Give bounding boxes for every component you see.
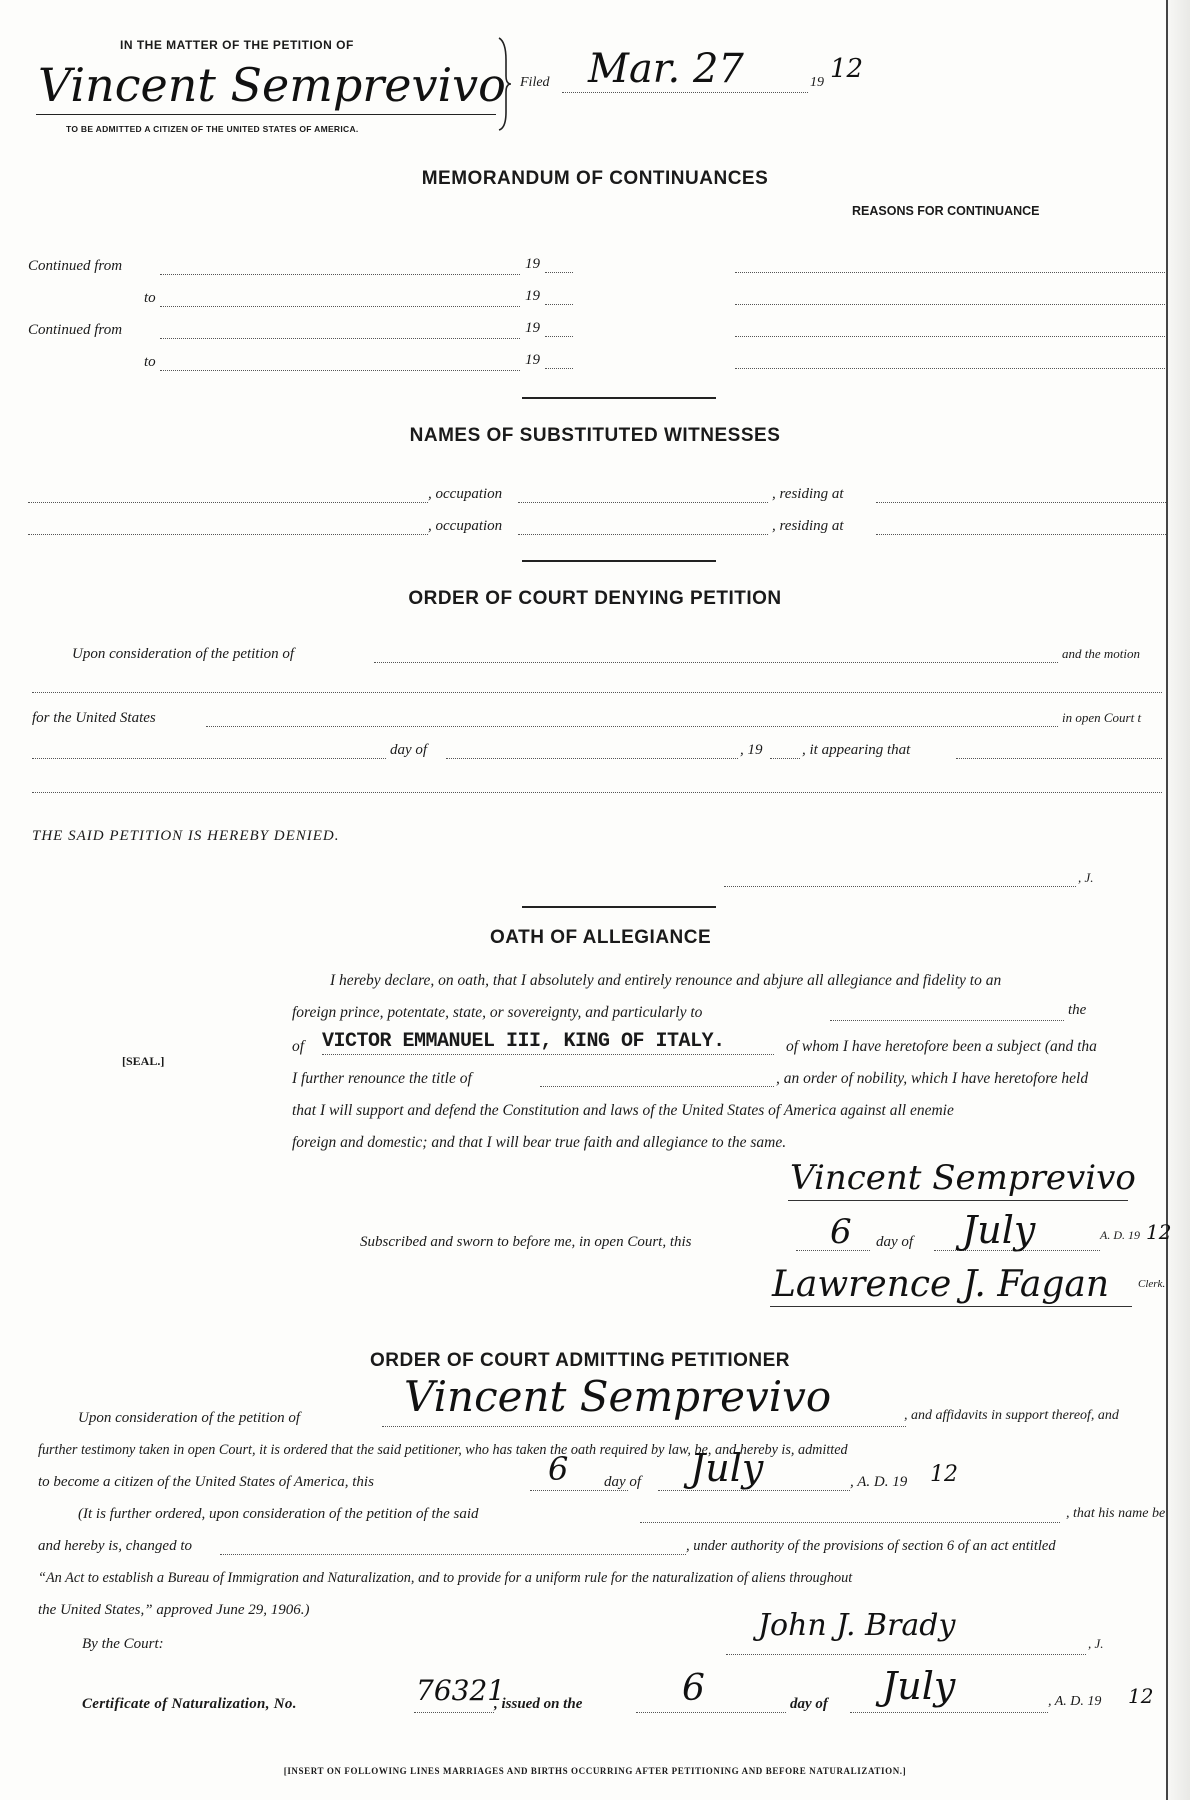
continued-to-line-2 [160,356,520,371]
witness-name-line-1 [28,488,428,503]
admitting-line1a: Upon consideration of the petition of [78,1410,301,1426]
continued-year-3: 19 [525,320,540,336]
continued-year-line-1 [545,258,573,273]
petitioner-signature: Vincent Semprevivo [790,1158,1136,1198]
subscribed-month-value: July [962,1208,1036,1252]
admitting-line2: further testimony taken in open Court, it is ordered that the said petitioner, who has taken the oath required by law, be, and hereby is, admitted [38,1442,848,1458]
subscribed-year-value: 12 [1146,1220,1172,1244]
oath-line-1: I hereby declare, on oath, that I absolutely and entirely renounce and abjure all allegiance and fidelity to an [330,972,1002,989]
certificate-label: Certificate of Naturalization, No. [82,1696,297,1712]
oath-sovereignty-line [830,1006,1064,1021]
witness-occupation-line-1 [518,488,768,503]
subscribed-ad-label: A. D. 19 [1100,1228,1140,1242]
admitting-day-value: 6 [548,1450,569,1488]
oath-sovereign-line [322,1040,774,1055]
admitting-line4a: (It is further ordered, upon consideration of the petition of the said [78,1506,479,1522]
witness-occupation-label-1: , occupation [428,486,503,502]
signature-line [788,1200,1128,1201]
denying-blank-line-2 [32,778,1162,793]
denying-day-of-label: day of [390,742,428,758]
certificate-issued-label: , issued on the [494,1696,583,1712]
continued-from-line-1 [160,260,520,275]
continued-year-line-4 [545,354,573,369]
witness-occupation-label-2: , occupation [428,518,503,534]
denying-petitioner-line [374,648,1058,663]
denying-judge-line [724,872,1076,887]
filed-label: Filed [520,75,550,90]
admitting-day-of-label: day of [604,1474,642,1490]
oath-line-3-of: of [292,1038,305,1055]
petitioner-name-handwritten: Vincent Semprevivo [38,58,506,112]
certificate-day-of-label: day of [790,1696,828,1712]
oath-line-5: that I will support and defend the Constitution and laws of the United States of America against all enemie [292,1102,954,1119]
admitted-citizen-label: TO BE ADMITTED A CITIZEN OF THE UNITED STATES OF AMERICA. [66,124,359,134]
witness-residing-label-1: , residing at [772,486,844,502]
matter-of-label: IN THE MATTER OF THE PETITION OF [120,38,354,52]
denying-blank-line-1 [32,678,1162,693]
admitting-line1b: , and affidavits in support thereof, and [904,1408,1119,1423]
page-edge [1166,0,1190,1800]
denying-line1-label: Upon consideration of the petition of [72,646,295,662]
reasons-header: REASONS FOR CONTINUANCE [852,204,1040,218]
admitting-changed-line [220,1540,686,1555]
admitting-ad-label: , A. D. 19 [850,1474,908,1490]
certificate-year-value: 12 [1128,1684,1154,1708]
seal-label: [SEAL.] [122,1054,165,1068]
oath-line-2b: the [1068,1002,1087,1018]
denied-statement: THE SAID PETITION IS HEREBY DENIED. [32,828,340,844]
judge-signature-line [726,1640,1086,1655]
continuances-title: MEMORANDUM OF CONTINUANCES [421,168,769,189]
admitting-said-line [640,1508,1060,1523]
oath-title: OATH OF ALLEGIANCE [490,927,712,948]
certificate-day-line [636,1698,786,1713]
oath-line-4a: I further renounce the title of [292,1070,472,1087]
certificate-number: 76321 [416,1674,506,1707]
oath-line-4b: , an order of nobility, which I have heretofore held [776,1070,1089,1087]
continued-year-line-3 [545,322,573,337]
filed-year-prefix: 19 [810,75,824,90]
section-divider-3 [522,906,716,908]
denying-month-line [446,744,738,759]
continued-year-4: 19 [525,352,540,368]
certificate-day-value: 6 [682,1668,705,1709]
sovereign-stamp: VICTOR EMMANUEL III, KING OF ITALY. [322,1030,725,1053]
reason-line-3 [735,322,1165,337]
judge-signature: John J. Brady [758,1608,956,1643]
reason-line-2 [735,290,1165,305]
brace-icon [496,36,512,132]
admitting-line7: the United States,” approved June 29, 1906.) [38,1602,310,1618]
admitting-line5b: , under authority of the provisions of section 6 of an act entitled [686,1538,1056,1554]
witness-residing-label-2: , residing at [772,518,844,534]
denying-day-line [32,744,386,759]
denying-motion-label: and the motion [1062,646,1140,661]
filed-date-handwritten: Mar. 27 [588,46,744,92]
clerk-label: Clerk. [1138,1278,1166,1290]
continued-from-label-1: Continued from [28,258,123,274]
denying-year-label: , 19 [740,742,763,758]
denying-judge-suffix: , J. [1078,870,1094,885]
admitting-line6: “An Act to establish a Bureau of Immigration and Naturalization, and to provide for a uniform rule for the naturalization of aliens throughout [38,1570,853,1586]
subscribed-day-of-label: day of [876,1234,914,1250]
certificate-ad-label: , A. D. 19 [1048,1694,1102,1709]
name-underline [36,114,496,115]
subscribed-day-value: 6 [830,1212,852,1252]
oath-line-3b: of whom I have heretofore been a subject (and tha [786,1038,1097,1055]
denying-year-line [770,744,800,759]
section-divider-2 [522,560,716,562]
section-divider-1 [522,397,716,399]
filed-year-handwritten: 12 [830,54,864,84]
continued-from-label-2: Continued from [28,322,123,338]
admitting-month-value: July [690,1446,764,1490]
denying-title: ORDER OF COURT DENYING PETITION [408,588,782,609]
denying-appearing-label: , it appearing that [802,742,911,758]
denying-open-court-label: in open Court t [1062,710,1142,725]
reason-line-4 [735,354,1165,369]
oath-line-2a: foreign prince, potentate, state, or sovereignty, and particularly to [292,1004,703,1021]
continued-from-line-2 [160,324,520,339]
reason-line-1 [735,258,1165,273]
continued-to-label-1: to [144,290,156,306]
subscribed-label: Subscribed and sworn to before me, in open Court, this [360,1234,692,1250]
witness-occupation-line-2 [518,520,768,535]
witness-residing-line-1 [876,488,1166,503]
admitting-title: ORDER OF COURT ADMITTING PETITIONER [370,1350,791,1371]
witness-name-line-2 [28,520,428,535]
witnesses-title: NAMES OF SUBSTITUTED WITNESSES [409,425,781,446]
admitting-line3a: to become a citizen of the United States of America, this [38,1474,374,1490]
admitting-year-value: 12 [930,1462,958,1487]
certificate-month-value: July [882,1664,956,1708]
admitting-petitioner-name: Vincent Semprevivo [404,1372,832,1421]
continued-to-label-2: to [144,354,156,370]
admitting-line4b: , that his name be [1066,1506,1166,1521]
admitting-line5a: and hereby is, changed to [38,1538,192,1554]
continued-year-line-2 [545,290,573,305]
continued-to-line-1 [160,292,520,307]
oath-title-line [540,1072,774,1087]
by-court-label: By the Court: [82,1636,164,1652]
oath-line-6: foreign and domestic; and that I will bear true faith and allegiance to the same. [292,1134,787,1151]
denying-us-line [206,712,1058,727]
judge-suffix: , J. [1088,1636,1104,1651]
clerk-signature-line [770,1306,1132,1307]
denying-appearing-line [956,744,1162,759]
continued-year-1: 19 [525,256,540,272]
continued-year-2: 19 [525,288,540,304]
footer-note: [INSERT ON FOLLOWING LINES MARRIAGES AND BIRTHS OCCURRING AFTER PETITIONING AND BEFORE NATURALIZATION.] [283,1766,907,1776]
clerk-signature: Lawrence J. Fagan [772,1264,1110,1305]
witness-residing-line-2 [876,520,1166,535]
denying-us-label: for the United States [32,710,156,726]
